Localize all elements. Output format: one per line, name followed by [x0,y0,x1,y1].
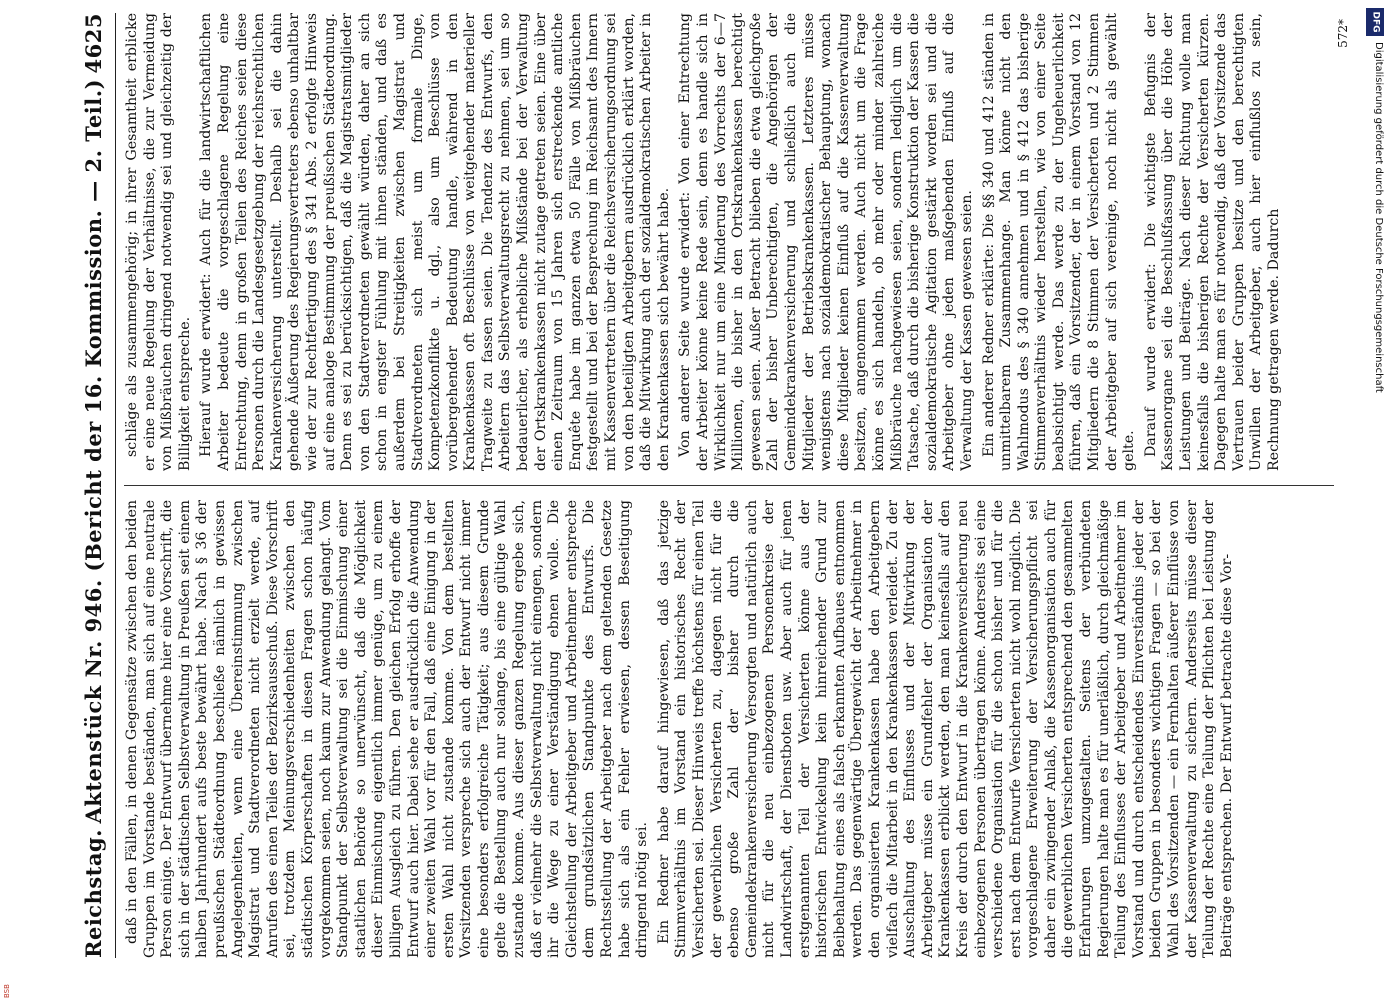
paragraph: Ein anderer Redner erklärte: Die §§ 340 und 412 ständen in unmittelbarem Zusammenhange. Man könne nicht den Wahlmodus des § 340 annehmen und in § 412 das bisherige Stimmenverhältnis wieder herstellen, wie von einer Seite beabsichtigt werde. Das werde zu der Ungeheuerlichkeit führen, daß ein Vorsitzender, der in einem Vorstand von 12 Mitgliedern die 8 Stimmen der Versicherten und 2 Stimmen der Arbeitgeber auf sich vereinige, noch nicht als gewählt gelte. [980,13,1138,471]
paragraph: Von anderer Seite wurde erwidert: Von einer Entrechtung der Arbeiter könne keine Rede sein, denn es handle sich in Wirklichkeit nur um eine Minderung des Vorrechts der 6—7 Millionen, die bisher in den Ortskrankenkassen berechtigt gewesen seien. Außer Betracht blieben die etwa gleichgroße Zahl der bisher Unberechtigten, die Angehörigen der Gemeindekrankenversicherung und schließlich auch die Mitglieder der Betriebskrankenkassen. Letzteres müsse wenigstens nach sozialdemokratischer Behauptung, wonach diese Mitglieder keinen Einfluß auf die Kassenverwaltung besitzen, angenommen werden. Auch nicht um die Frage könne es sich handeln, ob mehr oder minder zahlreiche Mißbräuche nachgewiesen seien, sondern lediglich um die Tatsache, daß durch die bisherige Konstruktion der Kassen die sozialdemokratische Agitation gestärkt worden sei und die Arbeitgeber ohne jeden maßgebenden Einfluß auf die Verwaltung der Kassen gewesen seien. [677,13,975,471]
digitization-strip [1366,8,1384,998]
paragraph: schläge als zusammengehörig; in ihrer Gesamtheit erblicke er eine neue Regelung der Verhältnisse, die zur Vermeidung von Mißbräuchen dringend notwendig sei und gleichzeitig der Billigkeit entspreche. [124,13,193,471]
library-mark: BSB [3,984,11,998]
document-page [75,3,1375,968]
paragraph: Ein Redner habe darauf hingewiesen, daß das jetzige Stimmverhältnis im Vorstand ein historisches Recht der Versicherten sei. Dieser Hinweis treffe höchstens für einen Teil der gewerblichen Versicherten zu, dagegen nicht für die ebenso große Zahl der bisher durch die Gemeindekrankenversicherung Versorgten und natürlich auch nicht für die neu einbezogenen Personenkreise der Landwirtschaft, der Dienstboten usw. Aber auch für jenen erstgenannten Teil der Versicherten könne aus der historischen Entwickelung kein hinreichender Grund zur Beibehaltung eines als falsch erkannten Aufbaues entnommen werden. Das gegenwärtige Übergewicht der Arbeitnehmer in den organisierten Krankenkassen habe den Arbeitgebern vielfach die Mitarbeit in den Krankenkassen verleidet. Zu der Ausschaltung des Einflusses und der Mitwirkung der Arbeitgeber müsse ein Grundfehler der Organisation der Krankenkassen erblickt werden, den man keinesfalls auf den Kreis der durch den Entwurf in die Krankenversicherung neu einbezogenen Personen übertragen könne. Anderseits sei eine verschiedene Organisation für die schon bisher und für die erst nach dem Entwurfe Versicherten nicht wohl möglich. Die vorgeschlagene Erweiterung der Versicherungspflicht sei daher ein zwingender Anlaß, die Kassenorganisation auch für die gewerblichen Versicherten entsprechend den gesammelten Erfahrungen umzugestalten. Seitens der verbündeten Regierungen halte man es für unerläßlich, durch gleichmäßige Teilung des Einflusses der Arbeitgeber und Arbeitnehmer im Vorstand und durch entscheidendes Einverständnis jeder der beiden Gruppen in besonders wichtigen Fragen — so bei der Wahl des Vorsitzenden — ein Fernhalten äußerer Einflüsse von der Kassenverwaltung zu sichern. Anderseits müsse dieser Teilung der Rechte eine Teilung der Pflichten bei Leistung der Beiträge entsprechen. Der Entwurf betrachte diese Vor- [655,500,1235,958]
page-number: 4625 [81,13,106,74]
page-signature: 572* [1336,19,1350,48]
digitization-credit: Digitalisierung gefördert durch die Deutsche Forschungsgemeinschaft [1373,42,1384,393]
paragraph: Hierauf wurde erwidert: Auch für die landwirtschaftlichen Arbeiter bedeute die vorgeschlagene Regelung eine Entrechtung, denn in großen Teilen des Reiches seien diese Personen durch die Landesgesetzgebung der reichsrechtlichen Krankenversicherung unterstellt. Deshalb sei die dahin gehende Äußerung des Regierungsvertreters ebenso unhaltbar wie der zur Rechtfertigung des § 341 Abs. 2 erfolgte Hinweis auf eine analoge Bestimmung der preußischen Städteordnung. Denn es sei zu berücksichtigen, daß die Magistratsmitglieder von den Stadtverordneten gewählt würden, daher an sich schon in engster Fühlung mit ihnen ständen, und daß es außerdem bei Streitigkeiten zwischen Magistrat und Stadtverordneten sich meist um formale Dinge, Kompetenzkonflikte u. dgl., also um Beschlüsse von vorübergehender Bedeutung handle, während in den Krankenkassen oft Beschlüsse von weitgehender materieller Tragweite zu fassen seien. Die Tendenz des Entwurfs, den Arbeitern das Selbstverwaltungsrecht zu nehmen, sei um so bedauerlicher, als erhebliche Mißstände bei der Verwaltung der Ortskrankenkassen nicht zutage getreten seien. Eine über einen Zeitraum von 15 Jahren sich erstreckende amtliche Enquête habe im ganzen etwa 50 Fälle von Mißbräuchen festgestellt und bei der Besprechung im Reichsamt des Innern mit Kassenvertretern über die Reichsversicherungsordnung sei von den beteiligten Arbeitgebern ausdrücklich erklärt worden, daß die Mitwirkung auch der sozialdemokratischen Arbeiter in den Krankenkassen sich bewährt habe. [198,13,672,471]
paragraph: Darauf wurde erwidert: Die wichtigste Befugnis der Kassenorgane sei die Beschlußfassung über die Höhe der Leistungen und Beiträge. Nach dieser Richtung wolle man keinesfalls die bisherigen Rechte der Versicherten kürzen. Dagegen halte man es für notwendig, daß der Vorsitzende das Vertrauen beider Gruppen besitze und den berechtigten Unwillen der Arbeitgeber, auch hier einflußlos zu sein, Rechnung getragen werde. Dadurch [1142,13,1282,471]
header-title: Aktenstück Nr. 946. (Bericht der 16. Kommission. — 2. Teil.) [81,78,106,824]
dfg-logo: DFG [1366,8,1384,36]
paragraph: daß in den Fällen, in denen Gegensätze zwischen den beiden Gruppen im Vorstande beständen, man sich auf eine neutrale Person einige. Der Entwurf übernehme hier eine Vorschrift, die sich in der städtischen Selbstverwaltung in Preußen seit einem halben Jahrhundert aufs beste bewährt habe. Nach § 36 der preußischen Städteordnung beschließe nämlich in gewissen Angelegenheiten, wenn eine Übereinstimmung zwischen Magistrat und Stadtverordneten nicht erzielt werde, auf Anrufen des einen Teiles der Bezirksausschuß. Diese Vorschrift sei, trotzdem Meinungsverschiedenheiten zwischen den städtischen Körperschaften in diesen Fragen schon häufig vorgekommen seien, noch kaum zur Anwendung gelangt. Vom Standpunkt der Selbstverwaltung sei die Einmischung einer staatlichen Behörde so unerwünscht, daß die Möglichkeit dieser Einmischung eigentlich immer genüge, um zu einem billigen Ausgleich zu führen. Den gleichen Erfolg erhoffe der Entwurf auch hier. Dabei sehe er ausdrücklich die Anwendung einer zweiten Wahl vor für den Fall, daß eine Einigung in der ersten Wahl nicht zustande komme. Von dem bestellten Vorsitzenden verspreche sich auch der Entwurf nicht immer eine besonders erfolgreiche Tätigkeit; aus diesem Grunde gelte die Bestellung auch nur solange, bis eine gültige Wahl zustande komme. Aus dieser ganzen Regelung ergebe sich, daß er vielmehr die Selbstverwaltung nicht einengen, sondern ihr die Wege zu einer Verständigung ebnen wolle. Die Gleichstellung der Arbeitgeber und Arbeitnehmer entspreche dem grundsätzlichen Standpunkte des Entwurfs. Die Rechtsstellung der Arbeitgeber nach dem geltenden Gesetze habe sich als ein Fehler erwiesen, dessen Beseitigung dringend nötig sei. [124,500,651,958]
text-columns [124,13,1334,958]
page-header [81,13,116,958]
column-right [124,13,1334,471]
header-left: Reichstag. [81,829,106,958]
column-divider [124,485,1334,486]
column-left [124,500,1334,958]
